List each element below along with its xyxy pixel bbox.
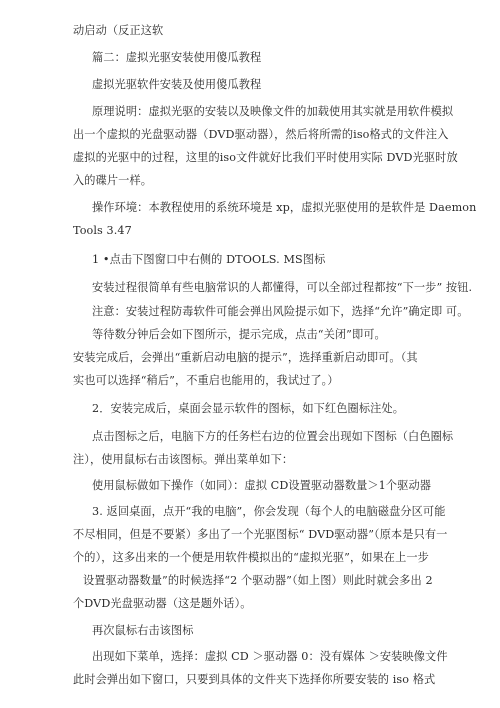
text-line: 出一个虚拟的光盘驱动器（DVD驱动器），然后将所需的iso格式的文件注入 [73,128,449,141]
text-line: 动启动（反正这软 [73,24,164,37]
text-line: 安装过程很简单有些电脑常识的人都懂得，可以全部过程都按“下一步” 按钮. [92,281,473,294]
text-line: 个DVD光盘驱动器（这是题外话）。 [73,597,252,610]
text-line: 设置驱动器数量”的时候选择“2 个驱动器”（如上图）则此时就会多出 2 [83,574,433,587]
step-heading: 1 •点击下图窗口中右侧的 DTOOLS. MS图标 [92,253,326,266]
section-title: 篇二：虚拟光驱安装使用傻瓜教程 [92,51,262,64]
text-line: 注意：安装过程防毒软件可能会弹出风险提示如下，选择“允许”确定即 可。 [92,305,469,318]
text-line: 原理说明：虚拟光驱的安装以及映像文件的加载使用其实就是用软件模拟 [92,105,454,118]
text-line: 操作环境：本教程使用的系统环境是 xp，虚拟光驱使用的是软件是 Daemon [92,201,477,214]
text-line: 个的），这多出来的一个便是用软件模拟出的“虚拟光驱”，如果在上一步 [73,551,429,564]
text-line: 出现如下菜单，选择：虚拟 CD ＞驱动器 0：没有媒体 ＞安装映像文件 [92,650,448,663]
text-line: 点击图标之后，电脑下方的任务栏右边的位置会出现如下图标（白色圈标 [92,430,454,443]
text-line: 再次鼠标右击该图标 [92,624,194,637]
text-line: 入的碟片一样。 [73,174,153,187]
text-line: 等待数分钟后会如下图所示，提示完成，点击“关闭”即可。 [92,328,386,341]
step-heading: 2．安装完成后，桌面会显示软件的图标，如下红色圈标注处。 [92,402,404,415]
text-line: 注），使用鼠标右击该图标。弹出菜单如下： [73,453,294,466]
section-subtitle: 虚拟光驱软件安装及使用傻瓜教程 [92,78,262,91]
text-line: Tools 3.47 [73,224,132,237]
text-line: 此时会弹出如下窗口，只要到具体的文件夹下选择你所要安装的 iso 格式 [73,673,436,686]
text-line: 使用鼠标做如下操作（如同）：虚拟 CD设置驱动器数量＞1个驱动器 [92,479,432,492]
text-line: 实也可以选择“稍后”，不重启也能用的，我试过了。） [73,374,339,387]
text-line: 安装完成后，会弹出“重新启动电脑的提示”，选择重新启动即可。（其 [73,351,418,364]
step-heading: 3. 返回桌面，点开“我的电脑”，你会发现（每个人的电脑磁盘分区可能 [92,505,446,518]
text-line: 虚拟的光驱中的过程，这里的iso文件就好比我们平时使用实际 DVD光驱时放 [73,151,458,164]
text-line: 不尽相同，但是不要紧）多出了一个光驱图标“ DVD驱动器”（原本是只有一 [73,528,448,541]
